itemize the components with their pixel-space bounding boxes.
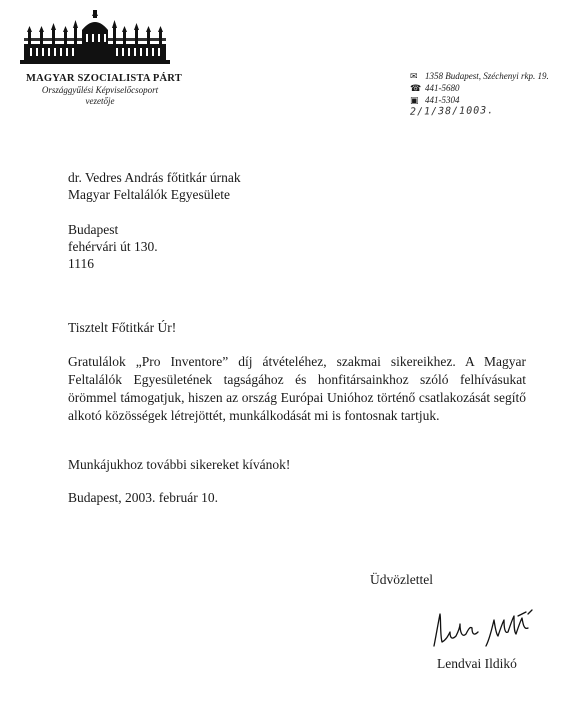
letter-paragraph: Gratulálok „Pro Inventore” díj átvételéhez, szakmai sikereikhez. A Magyar Feltalálók Egyesületének tagságához és honfitársainkhoz szóló felhívásukat örömmel támogatjuk, hiszen az ország Európai Unióhoz történő csatlakozását segítő alkotó közösségek létrejöttét, munkálkodását mi is fontosnak tartjuk.: [68, 354, 526, 423]
org-name: MAGYAR SZOCIALISTA PÁRT: [26, 73, 182, 84]
handwritten-reference: 2/1/38/1003.: [409, 105, 495, 118]
phone-icon: ☎: [410, 83, 422, 93]
signer-name: Lendvai Ildikó: [437, 656, 517, 671]
mail-icon: ✉: [410, 71, 418, 81]
closing-greeting: Üdvözlettel: [370, 572, 433, 587]
contact-phone-row: [410, 82, 549, 94]
org-subtitle: [30, 85, 170, 107]
org-subtitle-line: Országgyűlési Képviselőcsoport: [41, 85, 159, 95]
contact-fax: 441-5304: [425, 95, 460, 105]
parliament-building-icon: [20, 10, 170, 66]
contact-address: 1358 Budapest, Széchenyi rkp. 19.: [425, 71, 549, 81]
org-subtitle-line: vezetője: [85, 96, 115, 106]
contact-block: [410, 70, 549, 106]
fax-icon: ▣: [410, 95, 419, 105]
address-line: 1116: [68, 256, 94, 271]
recipient-line: Magyar Feltalálók Egyesülete: [68, 187, 230, 202]
salutation: Tisztelt Főtitkár Úr!: [68, 320, 177, 335]
contact-address-row: [410, 70, 549, 82]
recipient-block: [68, 169, 241, 203]
closing-wish: Munkájukhoz további sikereket kívánok!: [68, 457, 291, 472]
date-line: Budapest, 2003. február 10.: [68, 490, 218, 505]
address-block: [68, 221, 158, 272]
address-line: fehérvári út 130.: [68, 239, 158, 254]
address-line: Budapest: [68, 222, 119, 237]
contact-fax-row: [410, 94, 549, 106]
contact-phone: 441-5680: [425, 83, 460, 93]
recipient-line: dr. Vedres András főtitkár úrnak: [68, 170, 241, 185]
signature: [428, 606, 548, 652]
